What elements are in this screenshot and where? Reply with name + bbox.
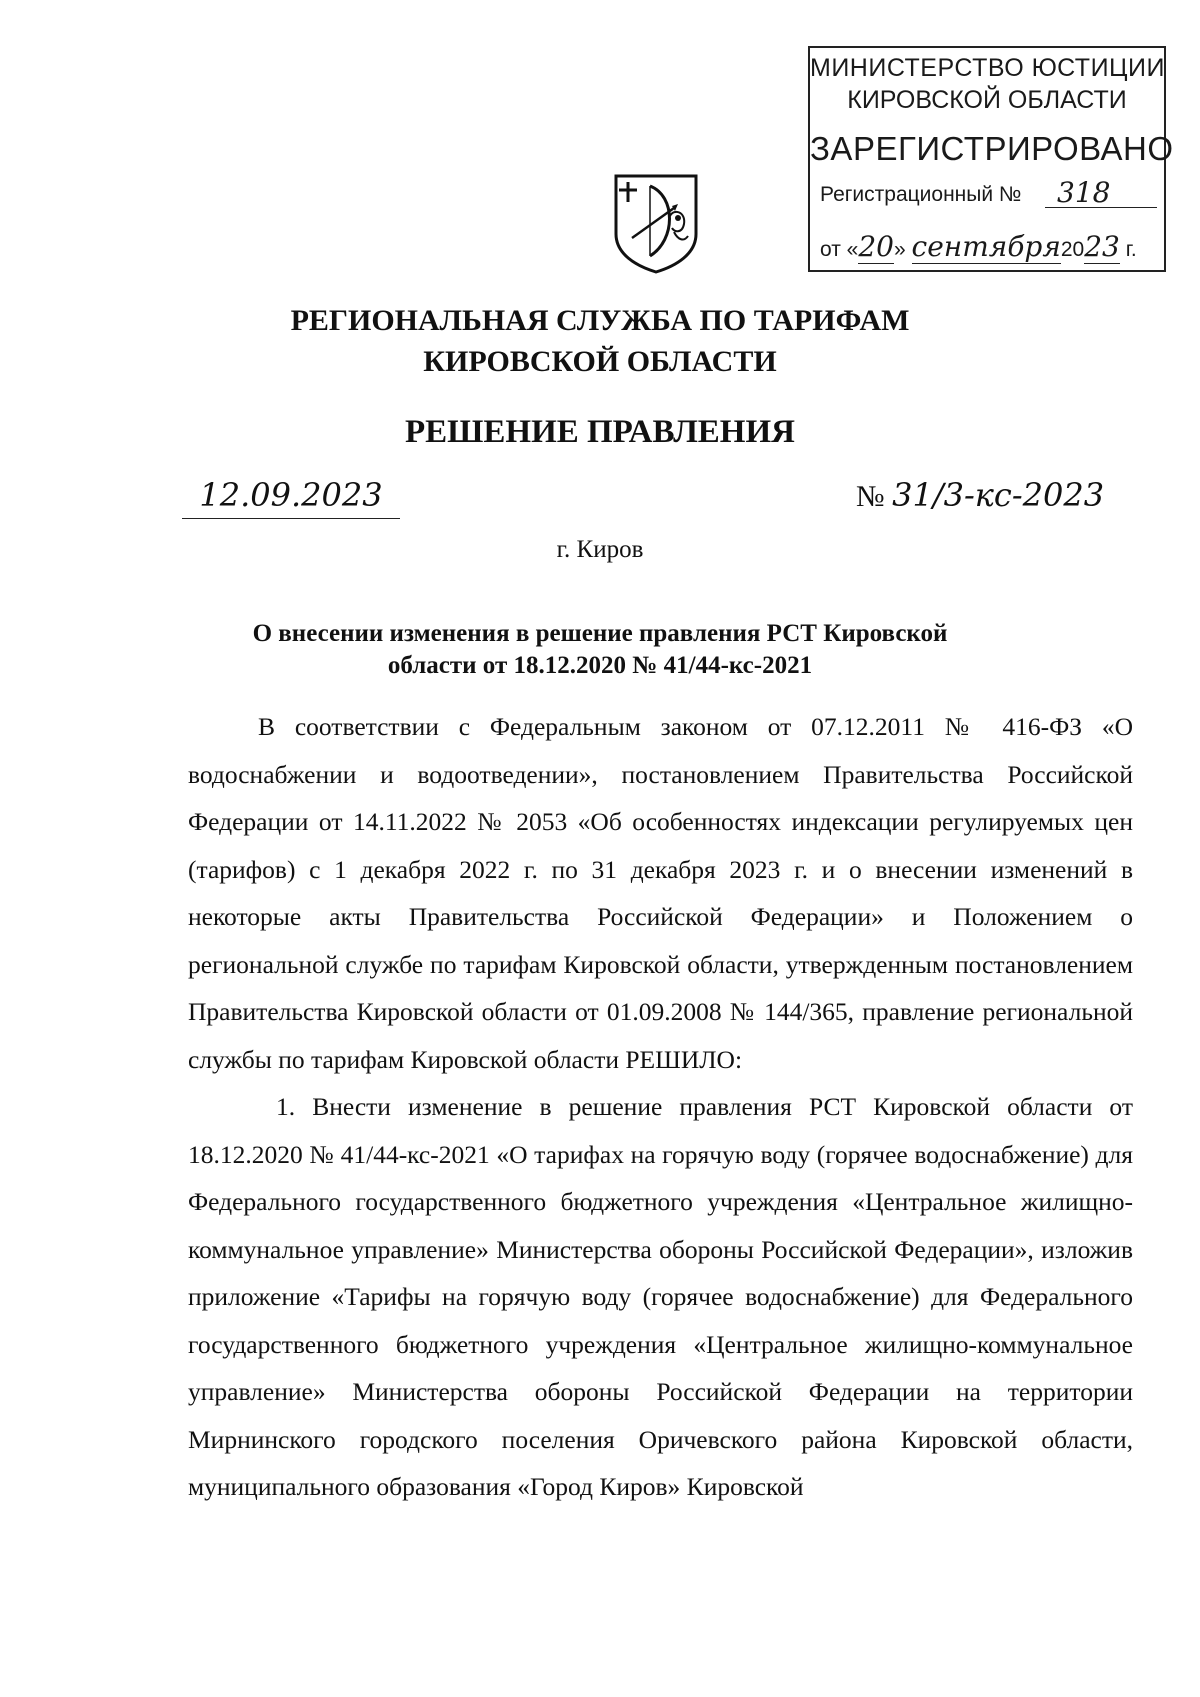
stamp-date-mid: » xyxy=(894,238,906,261)
decision-number: 31/3-кс-2023 xyxy=(892,476,1105,514)
document-body xyxy=(188,703,1133,1511)
body-paragraph: В соответствии с Федеральным законом от 07.12.2011 № 416-ФЗ «О водоснабжении и водоотведении», постановлением Правительства Российской Федерации от 14.11.2022 № 2053 «Об особенностях индексации регулируемых цен (тарифов) с 1 декабря 2022 г. по 31 декабря 2023 г. и о внесении изменений в некоторые акты Правительства Российской Федерации» и Положением о региональной службе по тарифам Кировской области, утвержденным постановлением Правительства Кировской области от 01.09.2008 № 144/365, правление региональной службы по тарифам Кировской области РЕШИЛО: xyxy=(188,712,1133,1074)
stamp-date-year: 23 xyxy=(1084,230,1120,263)
subject-line1: О внесении изменения в решение правления РСТ Кировской xyxy=(252,620,948,647)
stamp-date-year-prefix: 20 xyxy=(1060,238,1085,261)
stamp-date-suffix: г. xyxy=(1125,238,1137,261)
stamp-reg-label: Регистрационный № xyxy=(820,183,1022,206)
stamp-date-month: сентября xyxy=(911,230,1061,263)
stamp-reg-number: 318 xyxy=(1045,176,1157,208)
stamp-registered: ЗАРЕГИСТРИРОВАНО xyxy=(810,130,1174,167)
stamp-date xyxy=(820,230,1137,263)
subject-line2: области от 18.12.2020 № 41/44-кс-2021 xyxy=(387,652,813,679)
kirov-coat-of-arms-icon xyxy=(612,172,700,274)
org-name-line1: РЕГИОНАЛЬНАЯ СЛУЖБА ПО ТАРИФАМ xyxy=(290,304,910,337)
stamp-region: КИРОВСКОЙ ОБЛАСТИ xyxy=(847,86,1127,114)
stamp-date-prefix: от « xyxy=(820,238,859,261)
registration-stamp xyxy=(808,46,1174,272)
document-type: РЕШЕНИЕ ПРАВЛЕНИЯ xyxy=(405,414,795,450)
decision-number-line xyxy=(856,476,1104,514)
body-paragraph: 1. Внести изменение в решение правления РСТ Кировской области от 18.12.2020 № 41/44-кс-2021 «О тарифах на горячую воду (горячее водоснабжение) для Федерального государственного бюджетного учреждения «Центральное жилищно-коммунальное управление» Министерства обороны Российской Федерации», изложив приложение «Тарифы на горячую воду (горячее водоснабжение) для Федерального государственного бюджетного учреждения «Центральное жилищно-коммунальное управление» Министерства обороны Российской Федерации на территории Мирнинского городского поселения Оричевского района Кировской области, муниципального образования «Город Киров» Кировской xyxy=(188,1092,1133,1501)
number-sign: № xyxy=(856,480,885,513)
org-name-line2: КИРОВСКОЙ ОБЛАСТИ xyxy=(423,345,777,378)
stamp-ministry: МИНИСТЕРСТВО ЮСТИЦИИ xyxy=(810,54,1165,82)
stamp-date-day: 20 xyxy=(858,230,894,263)
city: г. Киров xyxy=(556,536,644,563)
decision-date: 12.09.2023 xyxy=(182,476,400,519)
